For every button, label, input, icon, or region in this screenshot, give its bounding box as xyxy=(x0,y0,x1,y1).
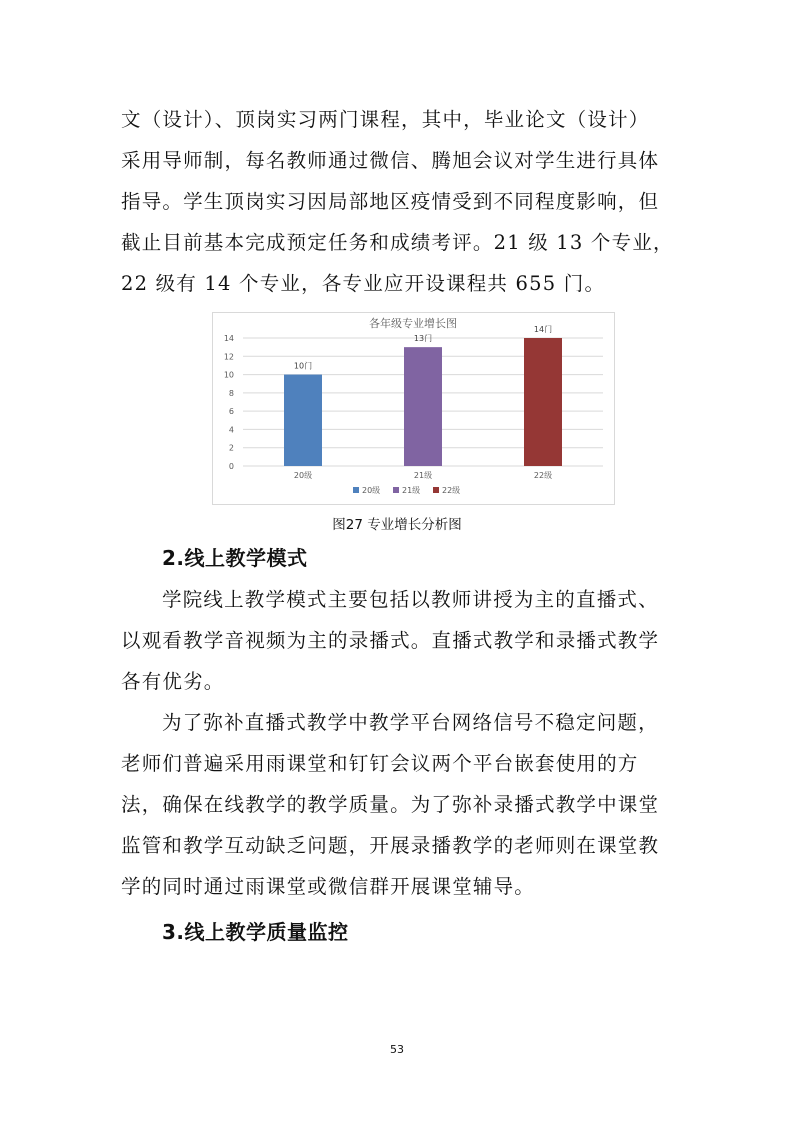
section-heading: 2.线上教学模式 xyxy=(162,546,308,570)
paragraph-line: 采用导师制，每名教师通过微信、腾旭会议对学生进行具体 xyxy=(121,149,660,172)
x-tick-label: 21级 xyxy=(413,471,433,480)
paragraph-line: 学的同时通过雨课堂或微信群开展课堂辅导。 xyxy=(121,875,536,898)
y-tick-label: 10 xyxy=(223,370,234,380)
y-tick-label: 0 xyxy=(228,462,234,471)
paragraph-line: 法，确保在线教学的教学质量。为了弥补录播式教学中课堂 xyxy=(121,793,660,816)
paragraph-line: 文（设计）、顶岗实习两门课程，其中，毕业论文（设计） xyxy=(121,108,650,131)
paragraph-line: 监管和教学互动缺乏问题，开展录播教学的老师则在课堂教 xyxy=(121,834,660,857)
chart-svg xyxy=(213,313,614,504)
bar xyxy=(524,338,562,466)
legend-swatch xyxy=(393,487,399,493)
y-tick-label: 6 xyxy=(228,407,234,417)
chart-title: 各年级专业增长图 xyxy=(369,317,457,330)
legend-swatch xyxy=(353,487,359,493)
paragraph-line: 22 级有 14 个专业，各专业应开设课程共 655 门。 xyxy=(121,272,606,295)
bar-chart xyxy=(212,312,615,505)
paragraph-line: 各有优劣。 xyxy=(121,670,225,693)
paragraph-line: 为了弥补直播式教学中教学平台网络信号不稳定问题， xyxy=(162,711,659,734)
figure-caption: 图27 专业增长分析图 xyxy=(332,517,462,533)
data-label: 10门 xyxy=(293,361,313,371)
y-tick-label: 8 xyxy=(228,388,234,398)
section-heading: 3.线上教学质量监控 xyxy=(162,920,349,944)
y-tick-label: 2 xyxy=(228,443,234,453)
paragraph-line: 指导。学生顶岗实习因局部地区疫情受到不同程度影响，但 xyxy=(121,190,660,213)
legend-label: 20级 xyxy=(362,486,381,495)
paragraph-line: 老师们普遍采用雨课堂和钉钉会议两个平台嵌套使用的方 xyxy=(121,752,639,775)
x-tick-label: 22级 xyxy=(533,471,553,480)
y-tick-label: 12 xyxy=(223,352,234,362)
y-tick-label: 4 xyxy=(228,425,234,435)
x-tick-label: 20级 xyxy=(293,471,313,480)
y-tick-label: 14 xyxy=(223,334,234,343)
bar xyxy=(284,375,322,466)
legend-label: 21级 xyxy=(402,486,421,495)
bar xyxy=(404,347,442,466)
data-label: 14门 xyxy=(533,325,553,334)
paragraph-line: 以观看教学音视频为主的录播式。直播式教学和录播式教学 xyxy=(121,629,660,652)
legend-label: 22级 xyxy=(442,486,461,495)
data-label: 13门 xyxy=(413,334,433,344)
legend-swatch xyxy=(433,487,439,493)
paragraph-line: 学院线上教学模式主要包括以教师讲授为主的直播式、 xyxy=(162,588,659,611)
page-number: 53 xyxy=(390,1043,404,1056)
paragraph-line: 截止目前基本完成预定任务和成绩考评。21 级 13 个专业， xyxy=(121,231,674,254)
